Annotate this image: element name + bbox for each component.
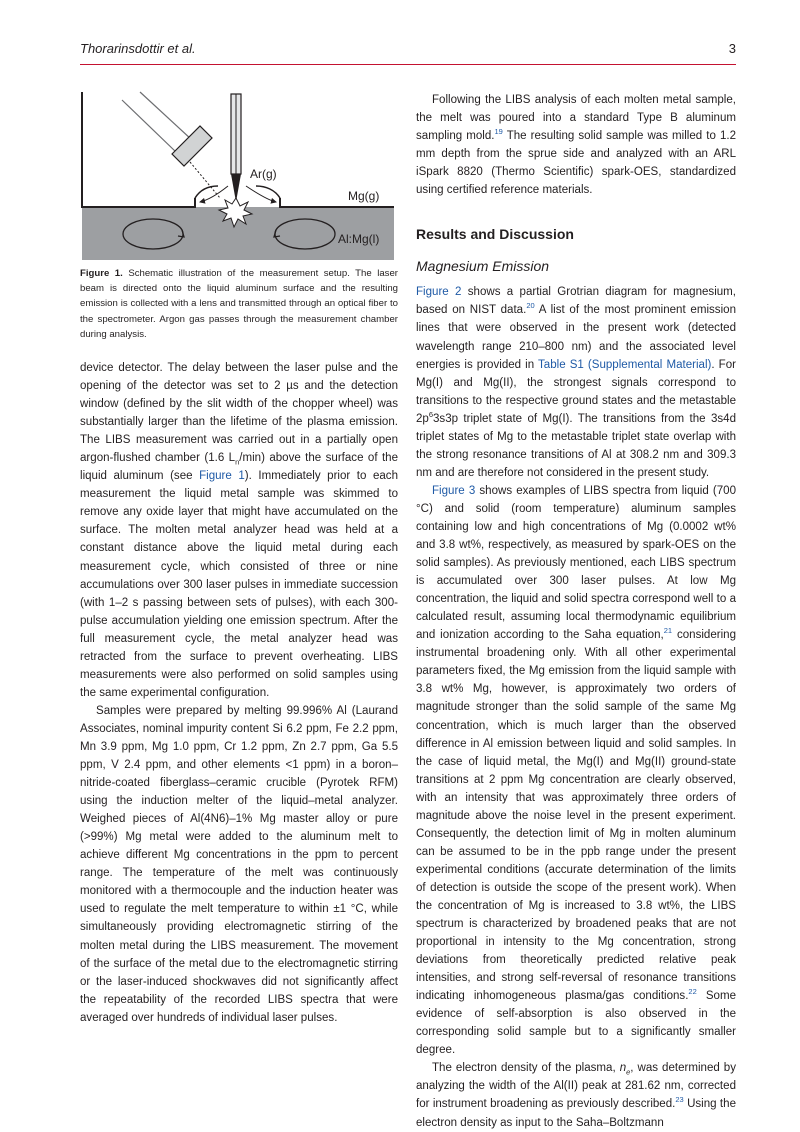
text-run: ). Immediately prior to each measurement the liquid metal sample was skimmed to remove any oxide layer that might have accumulated on the surface. The molten metal analyzer head was held at a constant distance above the liquid metal during each measurement cycle, which consisted of three or nine accumulations over 300 laser pulses in immediate succession (with 1–2 s passing between sets of pulses), with each 300-pulse accumulation yielding one emission spectrum. After the full measurement cycle, the metal analyzer head was retracted from the surface to prevent overheating. LIBS measurements were also performed on solid samples using the same experimental configuration. xyxy=(80,470,398,699)
subsection-title: Magnesium Emission xyxy=(416,258,550,275)
text-run: Some evidence of self-absorption is also observed in the corresponding solid sample but to a significantly smaller degree. xyxy=(416,990,736,1057)
right-paragraph-2 xyxy=(416,482,736,1060)
text-run: shows a partial Grotrian diagram for magnesium, based on NIST data. xyxy=(416,286,737,317)
text-run: Following the LIBS analysis of each molten metal sample, the melt was poured into a standard Type B aluminum sampling mold. xyxy=(416,94,736,143)
text-run: 3s3p triplet state of Mg(I). The transitions from the 3s4d triplet states of Mg to the metastable triplet state overlap with the strong resonance transitions of Al at 308.2 nm and 309.3 nm and are therefore not considered in the present study. xyxy=(416,412,736,479)
reference-21[interactable]: 21 xyxy=(663,626,673,636)
text-run: The electron density of the plasma, xyxy=(432,1062,620,1075)
subscript: e xyxy=(626,1067,631,1077)
right-paragraph-0 xyxy=(416,91,736,199)
reference-20[interactable]: 20 xyxy=(526,301,535,311)
figure-1-caption-text: Schematic illustration of the measurement setup. The laser beam is directed onto the liquid aluminum surface and the resulting emission is collected with a lens and transmitted through an optical fiber to the spectrometer. Argon gas passes through the measurement chamber during analysis. xyxy=(80,268,399,340)
label-mg-gas: Mg(g) xyxy=(348,189,380,203)
running-header xyxy=(80,41,736,61)
left-paragraph-2: Samples were prepared by melting 99.996% Al (Laurand Associates, nominal impurity content Si 6.2 ppm, Fe 2.2 ppm, Mn 3.9 ppm, Mg 1.0 ppm, Cr 1.2 ppm, Zn 2.7 ppm, Ga 5.5 ppm, V 2.4 ppm, and other elements <1 ppm) in a boron–nitride-coated fiberglass–ceramic crucible (Pyrotek RFM) using the induction melter of the liquid–metal analyzer. Weighed pieces of Al(4N6)–1% Mg master alloy or pure (>99%) Mg metal were added to the aluminum melt to achieve different Mg concentrations in the ppm to percent range. The temperature of the melt was continuously monitored with a thermocouple and the induction heater was used to regulate the melt temperature to within ±1 °C, while simultaneously providing electromagnetic stirring of the molten metal during the LIBS measurement. The movement of the surface of the metal due to the electromagnetic stirring or the laser-induced shockwaves did not significantly affect the repeatability of the recorded LIBS spectra that were averaged over hundreds of individual laser pulses. xyxy=(80,704,398,1024)
electron-density-symbol: n xyxy=(619,1062,627,1075)
text-run: shows examples of LIBS spectra from liquid (700 °C) and solid (room temperature) aluminum samples containing low and high concentrations of Mg (0.0002 wt% and 3.8 wt%, respectively, as measured by spark-OES on the solid samples). As previously mentioned, each LIBS spectrum is accumulated over 300 laser pulses. At low Mg concentration, the liquid and solid spectra correspond well to a calculated result, assuming local thermodynamic equilibrium and ionization according to the Saha equation, xyxy=(416,484,736,642)
label-al-mg-liquid: Al:Mg(l) xyxy=(338,232,380,246)
left-column xyxy=(80,359,398,1027)
figure-2-link[interactable]: Figure 2 xyxy=(416,286,462,299)
running-header-author: Thorarinsdottir et al. xyxy=(80,41,196,56)
figure-1-link[interactable]: Figure 1 xyxy=(199,470,245,483)
right-paragraph-3 xyxy=(416,1059,736,1131)
text-run: , was determined by analyzing the width of the Al(II) peak at 281.62 nm, corrected for instrument broadening as previously described. xyxy=(416,1062,736,1111)
left-paragraph-1 xyxy=(80,359,398,702)
page-number: 3 xyxy=(728,41,736,56)
figure-3-link[interactable]: Figure 3 xyxy=(432,484,476,497)
text-run: /min) above the surface of the liquid aluminum (see xyxy=(80,452,398,483)
figure-1-caption-label: Figure 1. xyxy=(80,268,123,279)
text-run: considering instrumental broadening only. With all other experimental parameters fixed, the Mg emission from the liquid sample with 3.8 wt% Mg, however, is approximately two orders of magnitude stronger than the solid sample of the same Mg concentration, which is much larger than the observed difference in Al emission between liquid and solid samples. In the case of liquid metal, the Mg(I) and Mg(II) ground-state transitions at 2 ppm Mg concentration are clearly observed, with an intensity that was approximately three orders of magnitude above the noise level in the present experiment. Consequently, the detection limit of Mg in molten aluminum can be assumed to be in the ppb range under the present experimental conditions (accurate determination of the limits of detection is outside the scope of the present work). When the concentration of Mg is increased to 3.8 wt%, the LIBS spectrum is characterized by broadened peaks that are not proportional in intensity to the Mg concentration, strong deviations from theoretically predicted relative peak intensities, and strong self-reversal of resonance transitions indicating inhomogeneous plasma/gas conditions. xyxy=(416,629,737,1003)
text-run: The resulting solid sample was milled to 1.2 mm depth from the sprue side and analyzed with an ARL iSpark 8820 (Thermo Scientific) spark-OES, standardized using certified reference materials. xyxy=(416,130,737,197)
table-s1-link[interactable]: Table S1 (Supplemental Material) xyxy=(538,358,712,371)
argon-flow-arrow-right xyxy=(246,186,276,202)
text-run: A list of the most prominent emission lines that were observed in the present work (detected wavelength range 210–800 nm) and the associated level energies is provided in xyxy=(416,304,736,371)
subscript: n xyxy=(235,457,240,467)
reference-23[interactable]: 23 xyxy=(675,1095,684,1105)
text-run: Using the electron density as input to the Saha–Boltzmann xyxy=(416,1098,736,1129)
label-argon-gas: Ar(g) xyxy=(250,167,277,181)
right-paragraph-1 xyxy=(416,283,736,482)
laser-beam-tube xyxy=(231,94,241,202)
figure-1-caption xyxy=(80,266,398,342)
collection-optics xyxy=(122,92,220,198)
text-run: . For Mg(I) and Mg(II), the strongest signals correspond to transitions to the respective ground states and the metastable 2p xyxy=(416,358,736,425)
text-run: device detector. The delay between the laser pulse and the opening of the detector was set to 2 µs and the detection window (defined by the slit width of the chopper wheel) was substantially larger than the lifetime of the plasma emission. The LIBS measurement was carried out in a partially open argon-flushed chamber (1.6 L xyxy=(80,362,398,465)
reference-22[interactable]: 22 xyxy=(688,987,697,997)
header-rule xyxy=(80,64,736,65)
reference-19[interactable]: 19 xyxy=(494,127,503,137)
superscript: 6 xyxy=(428,409,434,419)
figure-1-schematic xyxy=(80,90,396,260)
right-column xyxy=(416,91,736,1132)
section-title: Results and Discussion xyxy=(416,226,574,243)
